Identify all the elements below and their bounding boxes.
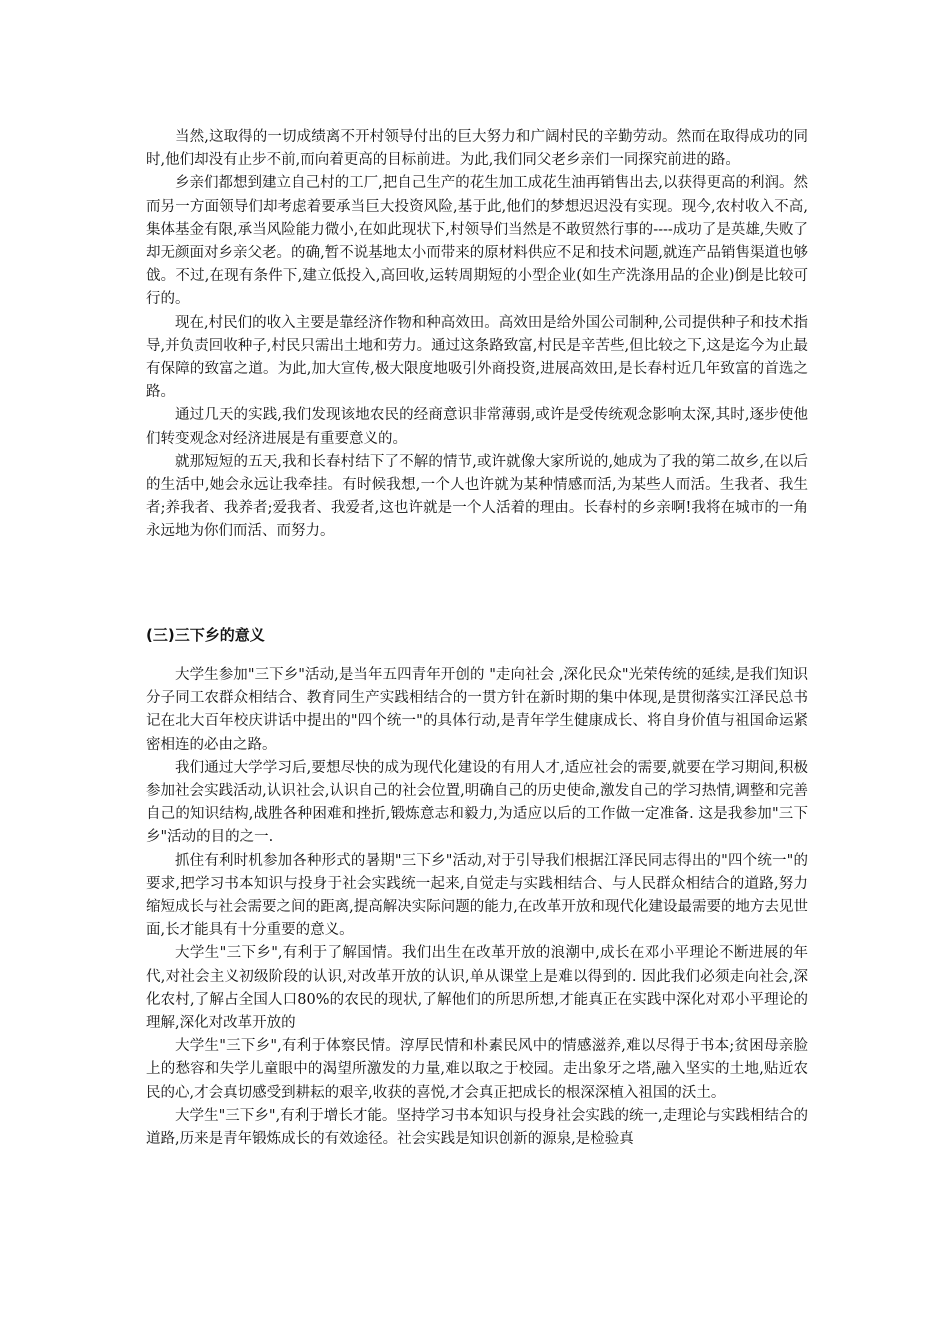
paragraph: 抓住有利时机参加各种形式的暑期"三下乡"活动,对于引导我们根据江泽民同志得出的"四个统一"的要求,把学习书本知识与投身于社会实践统一起来,自觉走与实践相结合、与人民群众相结合的道路,努力缩短成长与社会需要之间的距离,提高解决实际问题的能力,在改革开放和现代化建设最需要的地方去见世面,长才能具有十分重要的意义。 — [146, 852, 808, 939]
paragraph: 当然,这取得的一切成绩离不开村领导付出的巨大努力和广阔村民的辛勤劳动。然而在取得成功的同时,他们却没有止步不前,而向着更高的目标前进。为此,我们同父老乡亲们一同探究前进的路。 — [146, 129, 808, 169]
paragraph: 乡亲们都想到建立自己村的工厂,把自己生产的花生加工成花生油再销售出去,以获得更高的利润。然而另一方面领导们却考虑着要承当巨大投资风险,基于此,他们的梦想迟迟没有实现。现今,农村收入不高,集体基金有限,承当风险能力微小,在如此现状下,村领导们当然是不敢贸然行事的----成功了是英雄,失败了却无颜面对乡亲父老。的确,暂不说基地太小而带来的原材料供应不足和技术问题,就连产品销售渠道也够戗。不过,在现有条件下,建立低投入,高回收,运转周期短的小型企业(如生产洗涤用品的企业)倒是比较可行的。 — [146, 175, 808, 308]
paragraph: 大学生"三下乡",有利于体察民情。淳厚民情和朴素民风中的情感滋养,难以尽得于书本;贫困母亲脸上的愁容和失学儿童眼中的渴望所激发的力量,难以取之于校园。走出象牙之塔,融入坚实的土地,贴近农民的心,才会真切感受到耕耘的艰辛,收获的喜悦,才会真正把成长的根深深植入祖国的沃土。 — [146, 1038, 808, 1101]
paragraph: 通过几天的实践,我们发现该地农民的经商意识非常薄弱,或许是受传统观念影响太深,其时,逐步使他们转变观念对经济进展是有重要意义的。 — [146, 407, 808, 447]
section-significance — [146, 664, 808, 1151]
paragraph: 大学生"三下乡",有利于了解国情。我们出生在改革开放的浪潮中,成长在邓小平理论不断进展的年代,对社会主义初级阶段的认识,对改革开放的认识,单从课堂上是难以得到的. 因此我们必须走向社会,深化农村,了解占全国人口80%的农民的现状,了解他们的所思所想,才能真正在实践中深化对邓小平理论的理解,深化对改革开放的 — [146, 945, 808, 1032]
paragraph: 大学生"三下乡",有利于增长才能。坚持学习书本知识与投身社会实践的统一,走理论与实践相结合的道路,历来是青年锻炼成长的有效途径。社会实践是知识创新的源泉,是检验真 — [146, 1107, 808, 1148]
paragraph: 就那短短的五天,我和长春村结下了不解的情节,或许就像大家所说的,她成为了我的第二故乡,在以后的生活中,她会永远让我牵挂。有时候我想,一个人也许就为某种情感而活,为某些人而活。生我者、我生者;养我者、我养者;爱我者、我爱者,这也许就是一个人活着的理由。长春村的乡亲啊!我将在城市的一角永远地为你们而活、而努力。 — [146, 453, 808, 540]
section-heading: (三)三下乡的意义 — [146, 626, 265, 644]
paragraph: 我们通过大学学习后,要想尽快的成为现代化建设的有用人才,适应社会的需要,就要在学习期间,积极参加社会实践活动,认识社会,认识自己的社会位置,明确自己的历史使命,激发自己的学习热情,调整和完善自己的知识结构,战胜各种困难和挫折,锻炼意志和毅力,为适应以后的工作做一定准备. 这是我参加"三下乡"活动的目的之一. — [146, 759, 808, 846]
paragraph: 现在,村民们的收入主要是靠经济作物和种高效田。高效田是给外国公司制种,公司提供种子和技术指导,并负责回收种子,村民只需出土地和劳力。通过这条路致富,村民是辛苦些,但比较之下,这是迄今为止最有保障的致富之道。为此,加大宣传,极大限度地吸引外商投资,进展高效田,是长春村近几年致富的首选之路。 — [146, 314, 808, 401]
section-village-reflections — [146, 126, 808, 544]
paragraph: 大学生参加"三下乡"活动,是当年五四青年开创的 "走向社会 ,深化民众"光荣传统的延续,是我们知识分子同工农群众相结合、教育同生产实践相结合的一贯方针在新时期的集中体现,是贯彻落实江泽民总书记在北大百年校庆讲话中提出的"四个统一"的具体行动,是青年学生健康成长、将自身价值与祖国命运紧密相连的必由之路。 — [146, 667, 808, 753]
